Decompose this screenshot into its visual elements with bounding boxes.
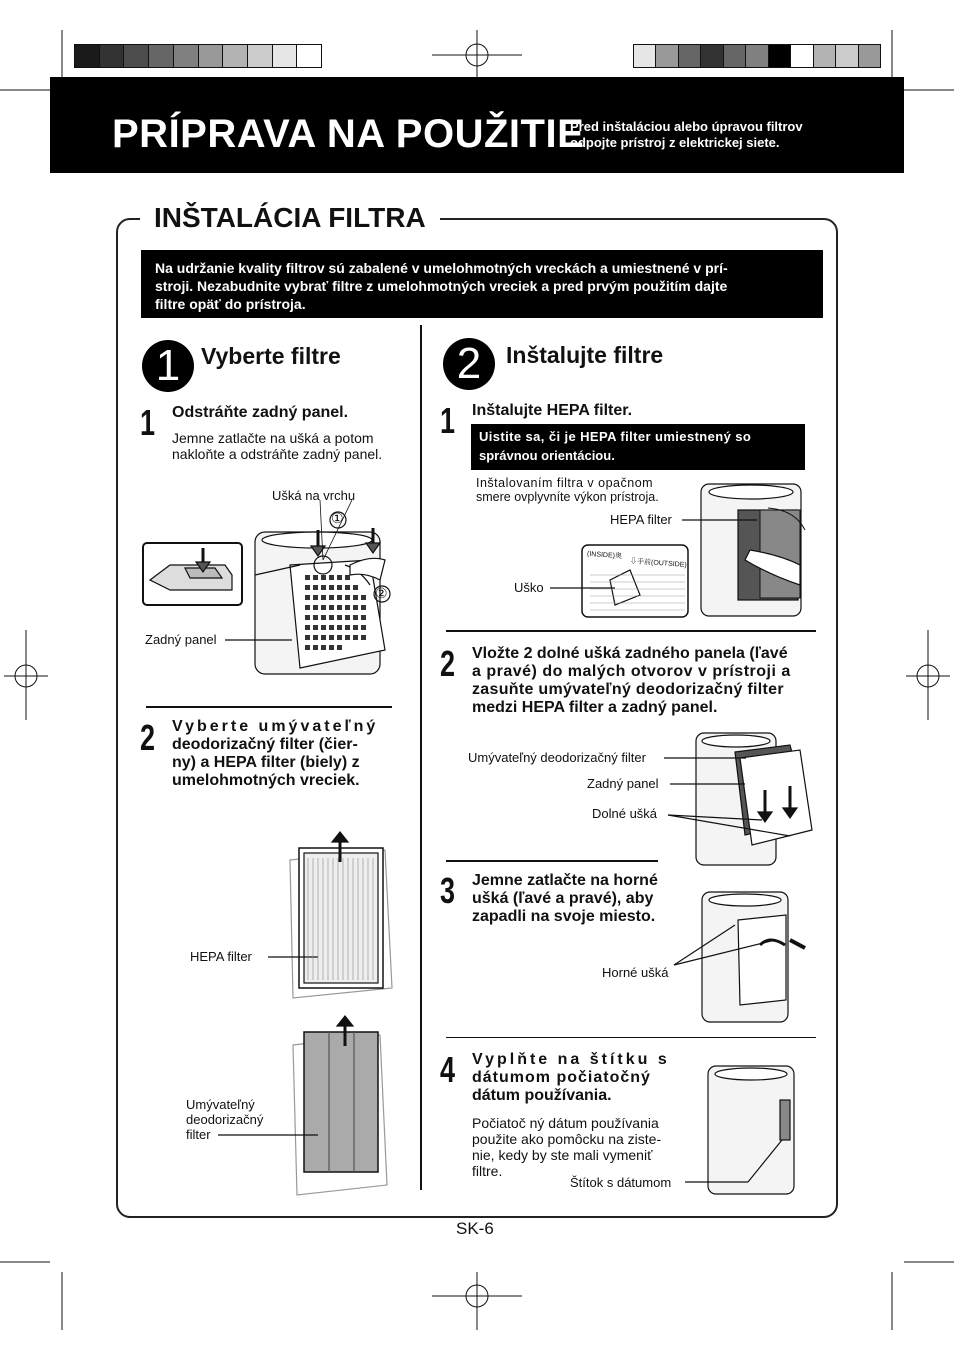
title-line: medzi HEPA filter a zadný panel. xyxy=(472,699,718,716)
title-line: Jemne zatlačte na horné xyxy=(472,872,658,889)
label-date-sticker: Štítok s dátumom xyxy=(570,1175,672,1190)
label-bottom-tabs: Dolné ušká xyxy=(592,806,658,821)
warning-line: Uistite sa, či je HEPA filter umiestnený so xyxy=(479,429,752,444)
section-title: INŠTALÁCIA FILTRA xyxy=(140,202,440,234)
title-line: umelohmotných vreciek. xyxy=(172,772,360,789)
left-heading: Vyberte filtre xyxy=(201,343,341,369)
text-line: Jemne zatlačte na ušká a potom xyxy=(172,430,374,446)
label-tabs-top: Ušká na vrchu xyxy=(272,488,356,503)
step-number: 1 xyxy=(140,402,156,443)
marker-1: ① xyxy=(331,510,344,526)
title-line: ny) a HEPA filter (biely) z xyxy=(172,754,360,771)
warning-line: Pred inštaláciou alebo úpravou filtrov xyxy=(570,119,803,134)
title-line: dátumom počiatočný xyxy=(472,1069,651,1086)
sticker-outside-text: ⇩手前(OUTSIDE) xyxy=(629,558,687,569)
title-line: deodorizačný filter (čier- xyxy=(172,736,358,753)
label-washable-filter: Umývateľný deodorizačný filter xyxy=(468,750,646,765)
step-badge-1: 1 xyxy=(142,340,194,392)
text-line: nakloňte a odstráňte zadný panel. xyxy=(172,446,383,462)
note-line: smere ovplyvníte výkon prístroja. xyxy=(476,490,659,504)
title-line: Vyplňte na štítku s xyxy=(472,1051,670,1068)
step-number: 2 xyxy=(440,643,456,684)
sticker-inside-text: (INSIDE)奥 xyxy=(586,550,623,561)
step-number: 1 xyxy=(440,400,456,441)
text-line: nie, kedy by ste mali vymeniť xyxy=(472,1147,653,1163)
label-hepa-filter: HEPA filter xyxy=(610,512,672,527)
title-line: ušká (ľavé a pravé), aby xyxy=(472,890,654,907)
warning-line: odpojte prístroj z elektrickej siete. xyxy=(570,135,780,150)
step-badge-2: 2 xyxy=(443,338,495,390)
title-line: Vložte 2 dolné ušká zadného panela (ľavé xyxy=(472,645,788,662)
title-line: zasuňte umývateľný deodorizačný filter xyxy=(472,681,784,698)
label-line: Umývateľný xyxy=(186,1097,255,1112)
notice-line: Na udržanie kvality filtrov sú zabalené v umelohmotných vreckách a umiestnené v prí- xyxy=(155,260,728,276)
step-number: 2 xyxy=(140,717,156,758)
label-line: filter xyxy=(186,1127,211,1142)
step-title: Inštalujte HEPA filter. xyxy=(472,402,633,419)
text-line: filtre. xyxy=(472,1163,503,1179)
page-title: PRÍPRAVA NA POUŽITIE xyxy=(112,112,585,156)
label-hepa-filter: HEPA filter xyxy=(190,949,252,964)
label-back-panel: Zadný panel xyxy=(587,776,659,791)
page-number: SK-6 xyxy=(456,1219,494,1238)
label-top-tabs: Horné ušká xyxy=(602,965,669,980)
text-line: použite ako pomôcku na ziste- xyxy=(472,1131,662,1147)
right-heading: Inštalujte filtre xyxy=(506,342,664,368)
title-line: dátum používania. xyxy=(472,1087,612,1104)
label-tab: Uško xyxy=(514,580,544,595)
step-title: Odstráňte zadný panel. xyxy=(172,404,349,421)
note-line: Inštalovaním filtra v opačnom xyxy=(476,476,654,490)
label-back-panel: Zadný panel xyxy=(145,632,217,647)
step-number: 4 xyxy=(440,1049,456,1090)
marker-2: ② xyxy=(375,585,388,601)
title-line: Vyberte umývateľný xyxy=(172,718,379,735)
label-line: deodorizačný xyxy=(186,1112,264,1127)
warning-line: správnou orientáciou. xyxy=(479,448,615,463)
notice-line: stroji. Nezabudnite vybrať filtre z umelohmotných vreciek a pred prvým použitím dajte xyxy=(155,278,728,294)
title-line: zapadli na svoje miesto. xyxy=(472,908,656,925)
title-line: a pravé) do malých otvorov v prístroji a xyxy=(472,663,791,680)
text-line: Počiatoč ný dátum používania xyxy=(472,1115,659,1131)
step-number: 3 xyxy=(440,870,456,911)
notice-line: filtre opäť do prístroja. xyxy=(155,296,306,312)
